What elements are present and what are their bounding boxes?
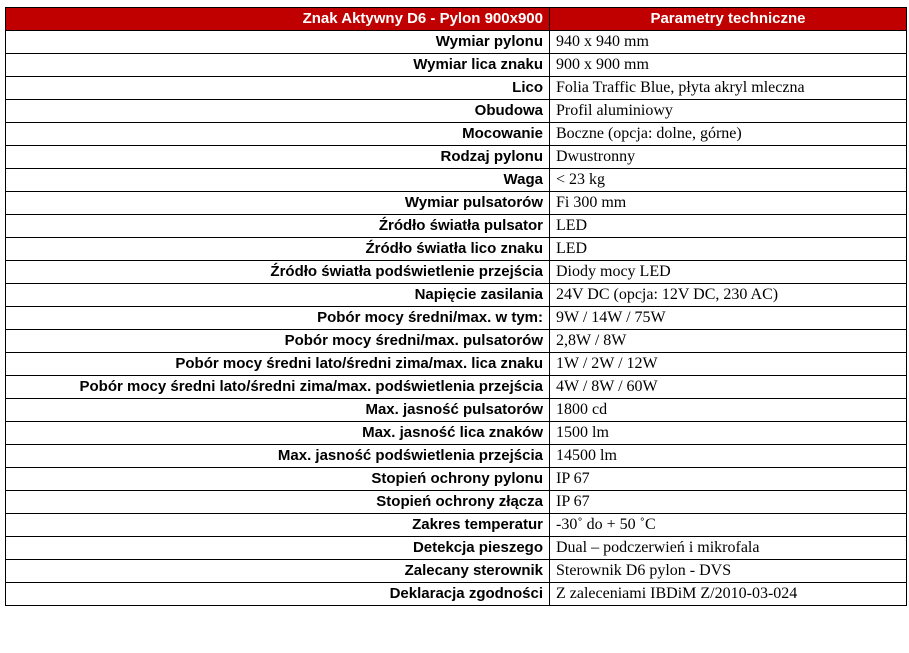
- table-row: [6, 31, 907, 54]
- spec-table-container: [5, 7, 907, 606]
- row-value: LED: [550, 215, 907, 238]
- row-value: LED: [550, 238, 907, 261]
- table-row: [6, 514, 907, 537]
- row-label: Pobór mocy średni lato/średni zima/max. podświetlenia przejścia: [6, 376, 550, 399]
- table-row: [6, 491, 907, 514]
- row-label: Max. jasność pulsatorów: [6, 399, 550, 422]
- table-row: [6, 284, 907, 307]
- table-row: [6, 330, 907, 353]
- row-label: Detekcja pieszego: [6, 537, 550, 560]
- table-row: [6, 54, 907, 77]
- row-label: Stopień ochrony pylonu: [6, 468, 550, 491]
- row-value: Dual – podczerwień i mikrofala: [550, 537, 907, 560]
- row-value: IP 67: [550, 468, 907, 491]
- table-row: [6, 123, 907, 146]
- table-row: [6, 215, 907, 238]
- table-row: [6, 376, 907, 399]
- row-value: Z zaleceniami IBDiM Z/2010-03-024: [550, 583, 907, 606]
- table-row: [6, 583, 907, 606]
- row-value: Fi 300 mm: [550, 192, 907, 215]
- row-label: Stopień ochrony złącza: [6, 491, 550, 514]
- table-row: [6, 422, 907, 445]
- header-parameters: Parametry techniczne: [550, 8, 907, 31]
- row-label: Pobór mocy średni lato/średni zima/max. lica znaku: [6, 353, 550, 376]
- spec-table-header: [6, 8, 907, 31]
- row-value: 2,8W / 8W: [550, 330, 907, 353]
- table-row: [6, 307, 907, 330]
- row-value: 9W / 14W / 75W: [550, 307, 907, 330]
- row-value: Sterownik D6 pylon - DVS: [550, 560, 907, 583]
- row-label: Deklaracja zgodności: [6, 583, 550, 606]
- row-value: Profil aluminiowy: [550, 100, 907, 123]
- row-label: Źródło światła lico znaku: [6, 238, 550, 261]
- row-label: Max. jasność lica znaków: [6, 422, 550, 445]
- row-value: Folia Traffic Blue, płyta akryl mleczna: [550, 77, 907, 100]
- row-value: 900 x 900 mm: [550, 54, 907, 77]
- table-row: [6, 445, 907, 468]
- row-label: Pobór mocy średni/max. w tym:: [6, 307, 550, 330]
- row-value: Boczne (opcja: dolne, górne): [550, 123, 907, 146]
- row-label: Wymiar lica znaku: [6, 54, 550, 77]
- row-value: 14500 lm: [550, 445, 907, 468]
- row-label: Rodzaj pylonu: [6, 146, 550, 169]
- row-label: Zalecany sterownik: [6, 560, 550, 583]
- table-row: [6, 192, 907, 215]
- header-row: [6, 8, 907, 31]
- row-label: Zakres temperatur: [6, 514, 550, 537]
- row-label: Źródło światła podświetlenie przejścia: [6, 261, 550, 284]
- row-value: 1W / 2W / 12W: [550, 353, 907, 376]
- row-value: 1500 lm: [550, 422, 907, 445]
- row-value: 4W / 8W / 60W: [550, 376, 907, 399]
- row-label: Obudowa: [6, 100, 550, 123]
- table-row: [6, 537, 907, 560]
- row-label: Max. jasność podświetlenia przejścia: [6, 445, 550, 468]
- row-label: Pobór mocy średni/max. pulsatorów: [6, 330, 550, 353]
- row-value: 24V DC (opcja: 12V DC, 230 AC): [550, 284, 907, 307]
- row-label: Mocowanie: [6, 123, 550, 146]
- row-label: Lico: [6, 77, 550, 100]
- row-label: Napięcie zasilania: [6, 284, 550, 307]
- row-label: Wymiar pylonu: [6, 31, 550, 54]
- table-row: [6, 100, 907, 123]
- table-row: [6, 399, 907, 422]
- row-value: -30˚ do + 50 ˚C: [550, 514, 907, 537]
- spec-table: [5, 7, 907, 606]
- table-row: [6, 353, 907, 376]
- row-value: 940 x 940 mm: [550, 31, 907, 54]
- table-row: [6, 261, 907, 284]
- row-label: Źródło światła pulsator: [6, 215, 550, 238]
- row-value: 1800 cd: [550, 399, 907, 422]
- row-value: IP 67: [550, 491, 907, 514]
- table-row: [6, 169, 907, 192]
- row-value: Diody mocy LED: [550, 261, 907, 284]
- spec-table-body: [6, 31, 907, 606]
- table-row: [6, 468, 907, 491]
- table-row: [6, 560, 907, 583]
- table-row: [6, 77, 907, 100]
- table-row: [6, 146, 907, 169]
- row-label: Waga: [6, 169, 550, 192]
- row-value: < 23 kg: [550, 169, 907, 192]
- table-row: [6, 238, 907, 261]
- row-value: Dwustronny: [550, 146, 907, 169]
- header-product-name: Znak Aktywny D6 - Pylon 900x900: [6, 8, 550, 31]
- row-label: Wymiar pulsatorów: [6, 192, 550, 215]
